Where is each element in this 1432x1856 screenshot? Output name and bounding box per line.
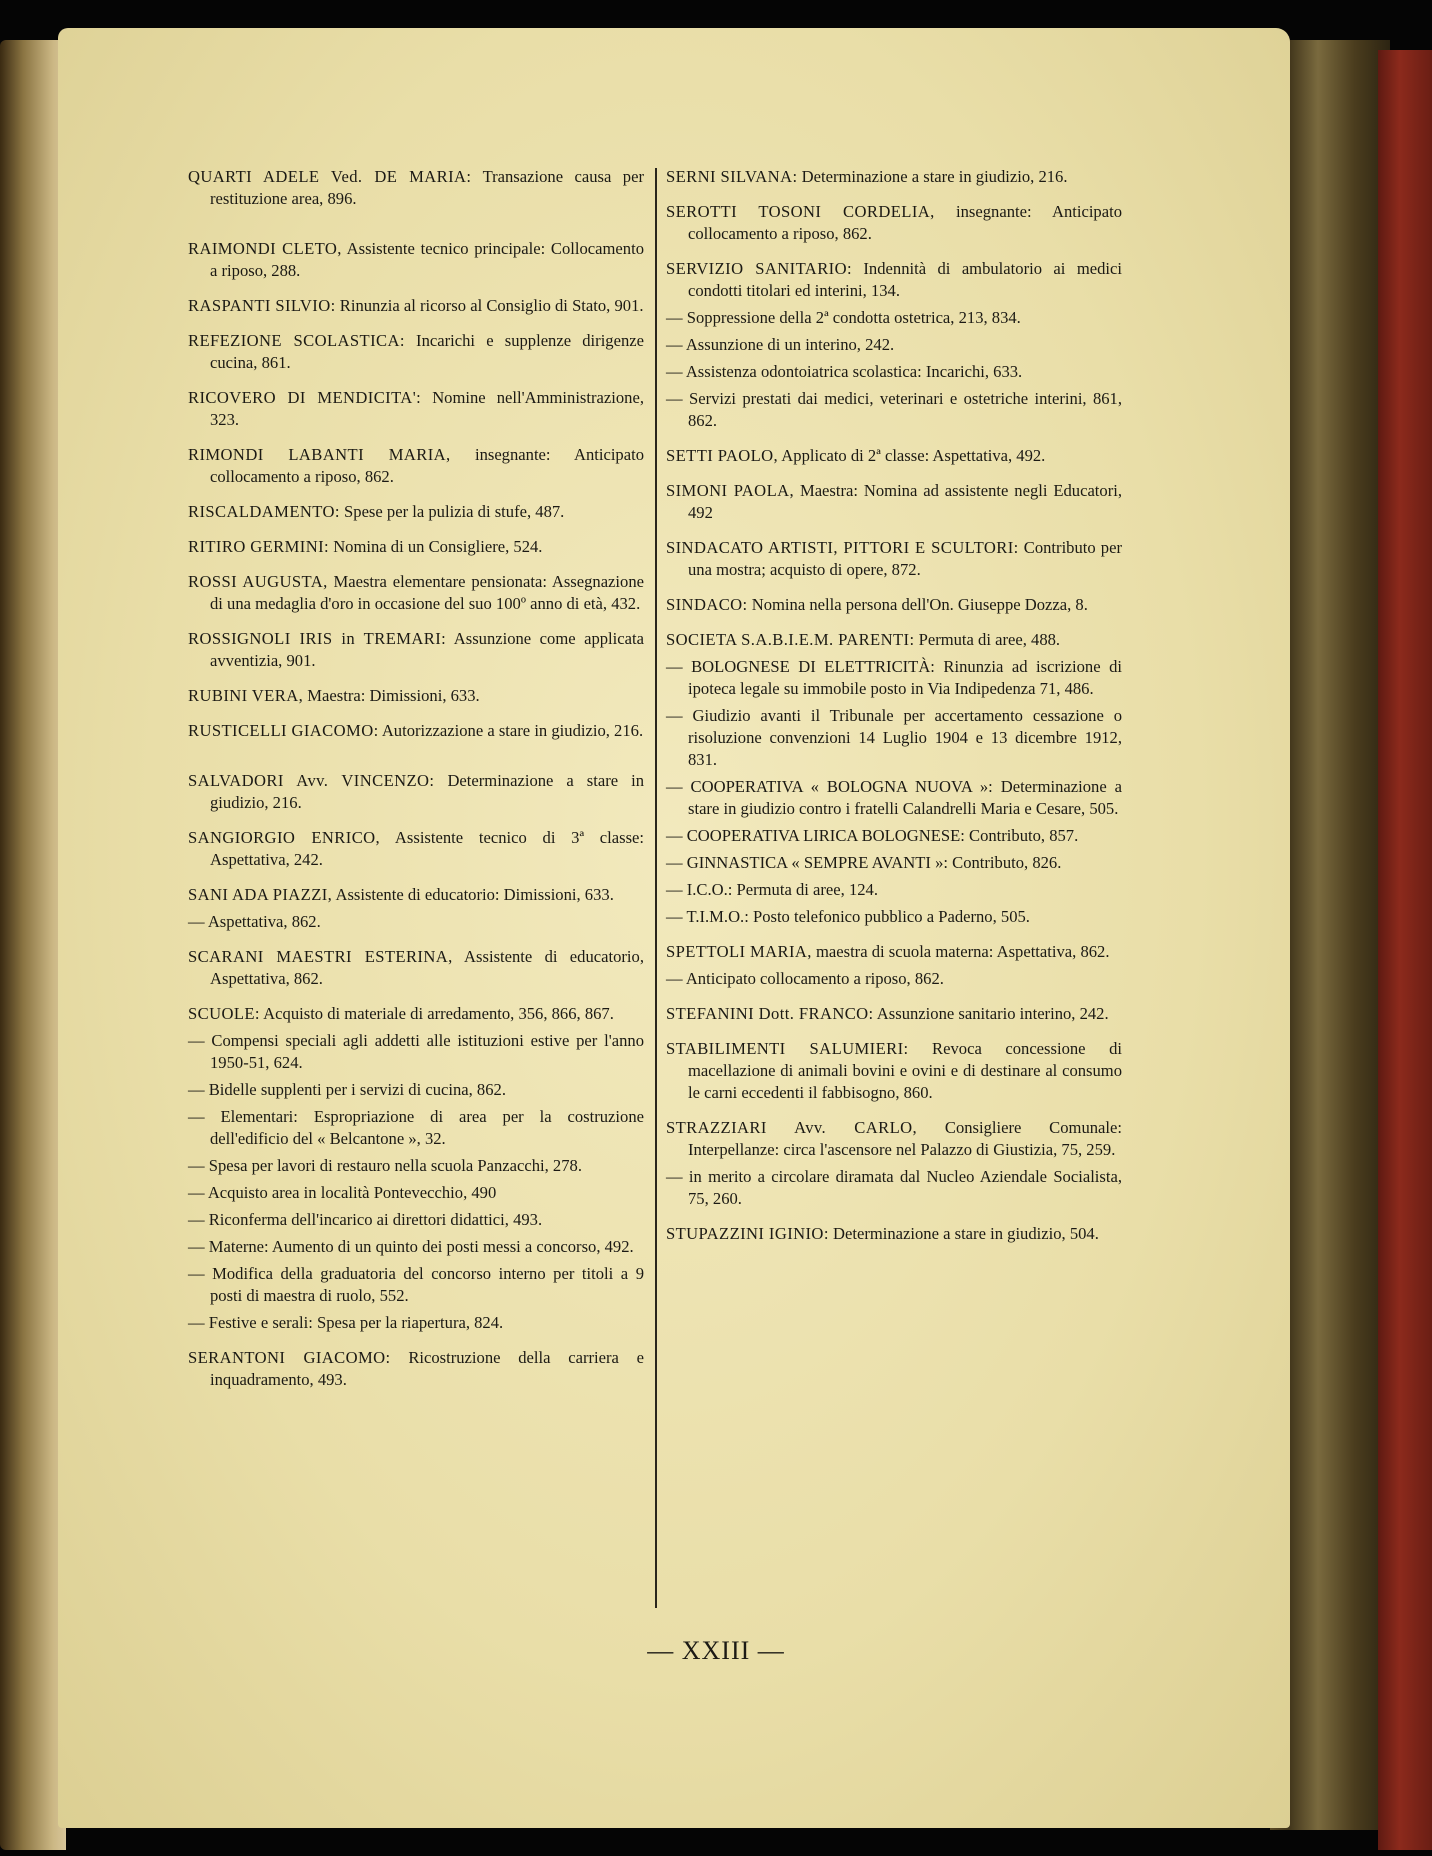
entry-heading: STRAZZIARI Avv. CARLO, — [666, 1118, 918, 1137]
entry-text: — GINNASTICA « SEMPRE AVANTI »: Contributo, 826. — [666, 853, 1062, 872]
index-entry — [666, 968, 1122, 990]
index-entry — [188, 720, 644, 742]
index-entry — [188, 238, 644, 282]
entry-text: Contributo per una mostra; acquisto di opere, 872. — [688, 538, 1122, 579]
index-entry — [666, 852, 1122, 874]
entry-heading: SANGIORGIO ENRICO, — [188, 828, 381, 847]
entry-heading: STUPAZZINI IGINIO: — [666, 1224, 829, 1243]
entry-text: Acquisto di materiale di arredamento, 356, 866, 867. — [259, 1004, 614, 1023]
entry-text: — COOPERATIVA « BOLOGNA NUOVA »: Determinazione a stare in giudizio contro i fratelli Calandrelli Maria e Cesare, 505. — [666, 777, 1122, 818]
index-entry — [188, 685, 644, 707]
entry-text: — Materne: Aumento di un quinto dei posti messi a concorso, 492. — [188, 1237, 634, 1256]
entry-text: — Aspettativa, 862. — [188, 912, 321, 931]
entry-text: Spese per la pulizia di stufe, 487. — [339, 502, 565, 521]
entry-heading: RASPANTI SILVIO: — [188, 296, 336, 315]
book-left-edge — [0, 40, 66, 1850]
entry-heading: RUSTICELLI GIACOMO: — [188, 721, 379, 740]
entry-text: Permuta di aree, 488. — [914, 630, 1061, 649]
entry-heading: ROSSIGNOLI IRIS in TREMARI: — [188, 629, 447, 648]
entry-heading: SERNI SILVANA: — [666, 167, 798, 186]
index-entry — [188, 1236, 644, 1258]
index-entry — [666, 879, 1122, 901]
entry-heading: SIMONI PAOLA, — [666, 481, 795, 500]
entry-text: — T.I.M.O.: Posto telefonico pubblico a Paderno, 505. — [666, 907, 1030, 926]
entry-heading: ROSSI AUGUSTA, — [188, 572, 328, 591]
index-entry — [188, 1347, 644, 1391]
entry-heading: SINDACATO ARTISTI, PITTORI E SCULTORI: — [666, 538, 1019, 557]
entry-text: Revoca concessione di macellazione di animali bovini e ovini e di destinare al consumo le carni eccedenti il fabbisogno, 860. — [688, 1039, 1122, 1102]
index-entry — [188, 911, 644, 933]
entry-text: — in merito a circolare diramata dal Nucleo Aziendale Socialista, 75, 260. — [666, 1167, 1122, 1208]
index-entry — [666, 166, 1122, 188]
entry-text: Maestra: Dimissioni, 633. — [303, 686, 480, 705]
index-entry — [188, 1030, 644, 1074]
index-entry — [188, 946, 644, 990]
entry-text: Assunzione sanitario interino, 242. — [873, 1004, 1109, 1023]
index-entry — [666, 388, 1122, 432]
entry-text: Indennità di ambulatorio ai medici condotti titolari ed interini, 134. — [688, 259, 1122, 300]
index-entry — [666, 776, 1122, 820]
index-entry — [666, 906, 1122, 928]
index-entry — [188, 1003, 644, 1025]
entry-text: Assistente di educatorio, Aspettativa, 862. — [210, 947, 644, 988]
index-entry — [666, 201, 1122, 245]
entry-text: — BOLOGNESE DI ELETTRICITÀ: Rinunzia ad iscrizione di ipoteca legale su immobile posto in Via Indipedenza 71, 486. — [666, 657, 1122, 698]
index-entry — [188, 827, 644, 871]
entry-text: — Festive e serali: Spesa per la riapertura, 824. — [188, 1313, 504, 1332]
entry-heading: RUBINI VERA, — [188, 686, 304, 705]
index-entry — [666, 1223, 1122, 1245]
entry-text: Consigliere Comunale: Interpellanze: circa l'ascensore nel Palazzo di Giustizia, 75, 259. — [688, 1118, 1122, 1159]
index-entry — [188, 501, 644, 523]
entry-text: Assistente di educatorio: Dimissioni, 633. — [332, 885, 614, 904]
index-entry — [666, 361, 1122, 383]
index-entry — [188, 628, 644, 672]
index-entry — [666, 705, 1122, 771]
entry-text: — Elementari: Espropriazione di area per la costruzione dell'edificio del « Belcantone », 32. — [188, 1107, 644, 1148]
entry-text: Transazione causa per restituzione area, 896. — [210, 167, 644, 208]
entry-text: — Assistenza odontoiatrica scolastica: Incarichi, 633. — [666, 362, 1023, 381]
entry-text: — Compensi speciali agli addetti alle istituzioni estive per l'anno 1950-51, 624. — [188, 1031, 644, 1072]
index-entry — [666, 594, 1122, 616]
entry-text: Maestra: Nomina ad assistente negli Educatori, 492 — [688, 481, 1122, 522]
entry-text: Nomina di un Consigliere, 524. — [329, 537, 543, 556]
entry-heading: RIMONDI LABANTI MARIA, — [188, 445, 451, 464]
entry-heading: RISCALDAMENTO: — [188, 502, 340, 521]
index-entry — [188, 295, 644, 317]
entry-heading: SERANTONI GIACOMO: — [188, 1348, 391, 1367]
entry-heading: SOCIETA S.A.B.I.E.M. PARENTI: — [666, 630, 915, 649]
index-entry — [666, 258, 1122, 302]
entry-text: — Acquisto area in località Pontevecchio, 490 — [188, 1183, 497, 1202]
entry-text: — I.C.O.: Permuta di aree, 124. — [666, 880, 878, 899]
index-entry — [666, 537, 1122, 581]
index-entry — [188, 444, 644, 488]
entry-text: Maestra elementare pensionata: Assegnazione di una medaglia d'oro in occasione del suo 100º anno di età, 432. — [210, 572, 644, 613]
entry-heading: STABILIMENTI SALUMIERI: — [666, 1039, 909, 1058]
entry-text: — Riconferma dell'incarico ai direttori didattici, 493. — [188, 1210, 543, 1229]
entry-text: — Anticipato collocamento a riposo, 862. — [666, 969, 944, 988]
index-entry — [666, 825, 1122, 847]
entry-text: Assistente tecnico di 3ª classe: Aspettativa, 242. — [210, 828, 645, 869]
entry-heading: SCUOLE: — [188, 1004, 260, 1023]
entry-text: Assunzione come applicata avventizia, 901. — [210, 629, 644, 670]
index-entry — [666, 480, 1122, 524]
index-entry — [188, 330, 644, 374]
entry-heading: STEFANINI Dott. FRANCO: — [666, 1004, 874, 1023]
entry-text: Incarichi e supplenze dirigenze cucina, 861. — [210, 331, 644, 372]
entry-heading: RICOVERO DI MENDICITA': — [188, 388, 422, 407]
index-entry — [666, 1038, 1122, 1104]
entry-text: Nomina nella persona dell'On. Giuseppe Dozza, 8. — [747, 595, 1088, 614]
index-entry — [188, 1182, 644, 1204]
index-entry — [188, 1209, 644, 1231]
entry-text: Determinazione a stare in giudizio, 216. — [797, 167, 1068, 186]
index-entry — [666, 629, 1122, 651]
index-entry — [666, 941, 1122, 963]
entry-text: — COOPERATIVA LIRICA BOLOGNESE: Contributo, 857. — [666, 826, 1079, 845]
index-entry — [666, 334, 1122, 356]
entry-text: maestra di scuola materna: Aspettativa, 862. — [811, 942, 1110, 961]
entry-heading: SPETTOLI MARIA, — [666, 942, 812, 961]
index-entry — [666, 1166, 1122, 1210]
entry-text: — Spesa per lavori di restauro nella scuola Panzacchi, 278. — [188, 1156, 582, 1175]
index-entry — [188, 166, 644, 210]
entry-text: Nomine nell'Amministrazione, 323. — [210, 388, 644, 429]
entry-text: Applicato di 2ª classe: Aspettativa, 492. — [778, 446, 1046, 465]
entry-text: Autorizzazione a stare in giudizio, 216. — [378, 721, 644, 740]
index-entry — [188, 884, 644, 906]
entry-heading: QUARTI ADELE Ved. DE MARIA: — [188, 167, 472, 186]
entry-heading: SINDACO: — [666, 595, 748, 614]
index-entry — [666, 445, 1122, 467]
entry-heading: RAIMONDI CLETO, — [188, 239, 342, 258]
entry-text: — Giudizio avanti il Tribunale per accertamento cessazione o risoluzione convenzioni 14 Luglio 1904 e 13 dicembre 1912, 831. — [666, 706, 1122, 769]
entry-text: — Assunzione di un interino, 242. — [666, 335, 895, 354]
entry-text: Ricostruzione della carriera e inquadramento, 493. — [210, 1348, 644, 1389]
entry-text: — Soppressione della 2ª condotta ostetrica, 213, 834. — [666, 308, 1021, 327]
entry-text: Determinazione a stare in giudizio, 216. — [210, 771, 644, 812]
entry-text: Assistente tecnico principale: Collocamento a riposo, 288. — [210, 239, 644, 280]
entry-text: — Servizi prestati dai medici, veterinari e ostetriche interini, 861, 862. — [666, 389, 1122, 430]
entry-heading: SERVIZIO SANITARIO: — [666, 259, 852, 278]
index-entry — [666, 656, 1122, 700]
entry-text: insegnante: Anticipato collocamento a riposo, 862. — [210, 445, 645, 486]
index-entry — [188, 770, 644, 814]
index-entry — [188, 536, 644, 558]
index-entry — [188, 1155, 644, 1177]
entry-text: Determinazione a stare in giudizio, 504. — [828, 1224, 1099, 1243]
index-entry — [188, 1312, 644, 1334]
book-cover-right — [1378, 50, 1432, 1850]
entry-heading: SETTI PAOLO, — [666, 446, 779, 465]
entry-text: Rinunzia al ricorso al Consiglio di Stato, 901. — [335, 296, 644, 315]
entry-text: — Modifica della graduatoria del concorso interno per titoli a 9 posti di maestra di ruolo, 552. — [188, 1264, 644, 1305]
index-entry — [188, 1106, 644, 1150]
index-entry — [188, 571, 644, 615]
entry-heading: REFEZIONE SCOLASTICA: — [188, 331, 405, 350]
page-folio: — XXIII — — [647, 1636, 785, 1665]
index-entry — [666, 307, 1122, 329]
index-entry — [188, 1263, 644, 1307]
left-index-column — [188, 166, 644, 1404]
entry-heading: RITIRO GERMINI: — [188, 537, 330, 556]
entry-heading: SCARANI MAESTRI ESTERINA, — [188, 947, 453, 966]
index-entry — [666, 1117, 1122, 1161]
entry-heading: SANI ADA PIAZZI, — [188, 885, 333, 904]
right-index-column — [666, 166, 1122, 1258]
entry-heading: SEROTTI TOSONI CORDELIA, — [666, 202, 935, 221]
index-entry — [188, 387, 644, 431]
entry-text: — Bidelle supplenti per i servizi di cucina, 862. — [188, 1080, 506, 1099]
index-entry — [188, 1079, 644, 1101]
entry-text: insegnante: Anticipato collocamento a riposo, 862. — [688, 202, 1123, 243]
index-entry — [666, 1003, 1122, 1025]
column-divider — [655, 168, 657, 1608]
entry-heading: SALVADORI Avv. VINCENZO: — [188, 771, 435, 790]
